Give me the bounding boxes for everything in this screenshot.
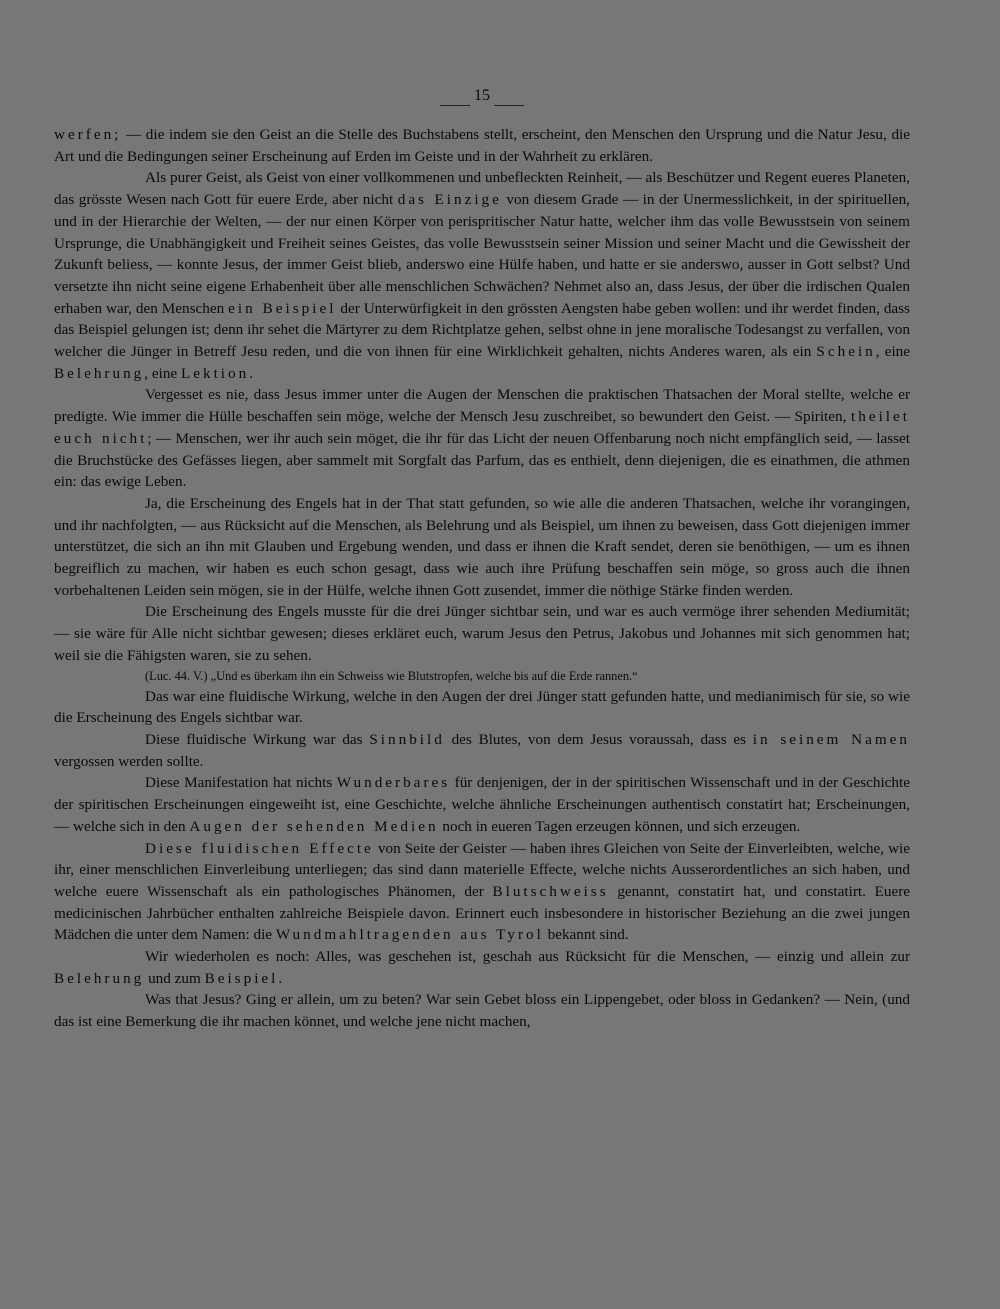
text-run: , eine <box>875 343 910 361</box>
emphasized-text: Wundmahltragenden aus Tyrol <box>275 926 544 944</box>
emphasized-text: Belehrung <box>54 969 145 987</box>
text-run: Diese fluidische Wirkung war das <box>145 730 370 748</box>
emphasized-text: Beispiel. <box>204 969 286 987</box>
text-run: und zum <box>144 969 205 987</box>
body-text <box>54 124 910 1033</box>
paragraph <box>54 124 910 167</box>
text-run: Ja, die Erscheinung des Engels hat in der That statt gefunden, so wie alle die anderen Thatsachen, welche ihr vorangingen, und ihr nachfolgten, — aus Rücksicht auf die Menschen, als Belehrung und als Beispiel, um ihnen zu beweisen, dass Gott diejenigen immer unterstützet, die sich an ihn mit Glauben und Ergebung wenden, und dass er ihnen die Kraft sendet, deren sie benöthigen, — um es ihnen begreiflich zu machen, wir haben es euch schon gesagt, dass wie auch ihre Prüfung beschaffen sein möge, so gross auch die ihnen vorbehaltenen Leiden sein mögen, sie in der Hülfe, welche ihnen Gott zusendet, immer die nöthige Stärke finden werden. <box>54 494 910 599</box>
text-run: Als purer Geist, als Geist von einer vollkommenen und unbefleckten Reinheit, — als Beschützer und Regent eueres Planeten, das grösste Wesen nach Gott für euere Erde, aber nicht <box>54 169 910 209</box>
text-run: des Blutes, von dem Jesus voraussah, dass es <box>444 730 753 748</box>
text-run: für denjenigen, der in der spiritischen Wissenschaft und in der Geschichte der spiritischen Erscheinungen eingeweiht ist, eine Geschichte, welche ähnliche Erscheinungen authentisch constatirt hat; Erscheinungen, — welche sich in den <box>54 774 910 835</box>
emphasized-text: werfen; <box>54 126 122 143</box>
text-run: Vergesset es nie, dass Jesus immer unter die Augen der Menschen die praktischen Thatsachen der Moral stellte, welche er predigte. Wie immer die Hülle beschaffen sein möge, welche der Mensch Jesu zuschreibet, so bewundert den Geist. — Spiriten, <box>54 386 910 426</box>
page-number: 15 <box>440 86 524 106</box>
emphasized-text: Sinnbild <box>369 730 445 748</box>
text-run: Die Erscheinung des Engels musste für die drei Jünger sichtbar sein, und war es auch vermöge ihrer sehenden Mediumität; — sie wäre für Alle nicht sichtbar gewesen; dieses erkläret euch, warum Jesus den Petrus, Jakobus und Johannes mit sich genommen hat; weil sie die Fähigsten waren, sie zu sehen. <box>54 603 910 664</box>
emphasized-text: Schein <box>816 343 876 361</box>
text-run: Das war eine fluidische Wirkung, welche in den Augen der drei Jünger statt gefunden hatte, und medianimisch für sie, so wie die Erscheinung des Engels sichtbar war. <box>54 687 910 727</box>
emphasized-text: ein Beispiel <box>228 299 337 317</box>
emphasized-text: Blutschweiss <box>492 882 609 900</box>
text-run: vergossen werden sollte. <box>54 752 204 770</box>
paragraph <box>54 601 910 666</box>
emphasized-text: Lektion. <box>180 364 256 382</box>
paragraph <box>54 686 910 729</box>
paragraph <box>54 167 910 384</box>
text-run: — die indem sie den Geist an die Stelle des Buchstabens stellt, erscheint, den Menschen den Ursprung und die Natur Jesu, die Art und die Bedingungen seiner Erscheinung auf Erden im Geiste und in der Wahrheit zu erklären. <box>54 126 910 165</box>
text-run: von diesem Grade — in der Unermesslichkeit, in der spirituellen, und in der Hierarchie der Welten, — der nur einen Körper von perispritischer Natur hatte, welcher ihm das volle Bewusstsein von seinem Ursprunge, die Unabhängigkeit und Freiheit seines Geistes, das volle Bewusstsein seiner Mission und seiner Macht und die Gewissheit der Zukunft beliess, — konnte Jesus, der immer Geist blieb, anderswo eine Hülfe haben, und hatte er sie anderswo, ausser in Gott selbst? Und versetzte ihn nicht seine eigene Erhabenheit über alle menschlichen Schwächen? Nehmet also an, dass Jesus, der über die irdischen Qualen erhaben war, den Menschen <box>54 191 910 317</box>
paragraph <box>54 729 910 772</box>
text-run: genannt, constatirt hat, und constatirt. Euere medicinischen Jahrbücher enthalten zahlreiche Beispiele davon. Erinnert euch insbesondere in historischer Beziehung an die zwei jungen Mädchen die unter dem Namen: die <box>54 882 911 944</box>
text-run: noch in eueren Tagen erzeugen können, und sich erzeugen. <box>438 817 801 835</box>
emphasized-text: das Einzige <box>397 191 502 209</box>
text-run: bekannt sind. <box>543 926 629 944</box>
text-run: Wir wiederholen es noch: Alles, was geschehen ist, geschah aus Rücksicht für die Menschen, — einzig und allein zur <box>145 948 910 966</box>
text-run: von Seite der Geister — haben ihres Gleichen von Seite der Einverleibten, welche, wie ihr, einer menschlichen Einverleibung unterliegen; das sind dann materielle Effecte, welche nichts Ausserordentliches an sich haben, und welche euere Wissenschaft als ein pathologisches Phänomen, der <box>54 839 910 900</box>
paragraph <box>54 384 910 493</box>
emphasized-text: Wunderbares <box>336 774 451 792</box>
paragraph <box>54 772 910 837</box>
emphasized-text: Diese fluidischen Effecte <box>145 839 374 857</box>
paragraph <box>54 989 910 1032</box>
text-run: (Luc. 44. V.) „Und es überkam ihn ein Schweiss wie Blutstropfen, welche bis auf die Erde rannen.“ <box>145 668 638 683</box>
text-run: ; — Menschen, wer ihr auch sein möget, die ihr für das Licht der neuen Offenbarung noch nicht empfänglich seid, — lasset die Bruchstücke des Gefässes liegen, aber sammelt mit Sorgfalt das Parfum, das es enthielt, denn diejenigen, die es einathmen, die athmen ein: das ewige Leben. <box>54 429 910 491</box>
emphasized-text: in seinem Namen <box>752 730 910 748</box>
emphasized-text: Belehrung <box>54 364 145 382</box>
text-run: Was that Jesus? Ging er allein, um zu beten? War sein Gebet bloss ein Lippengebet, oder bloss in Gedanken? — Nein, (und das ist eine Bemerkung die ihr machen könnet, und welche jene nicht machen, <box>54 991 910 1031</box>
emphasized-text: Augen der sehenden Medien <box>189 817 439 835</box>
text-run: Diese Manifestation hat nichts <box>145 774 337 792</box>
paragraph <box>54 493 910 602</box>
text-run: der Unterwürfigkeit in den grössten Aengsten habe geben wollen: und ihr werdet finden, dass das Beispiel gelungen ist; denn ihr sehet die Märtyrer zu dem Richtplatze gehen, selbst ohne in jene moralische Todesangst zu verfallen, von welcher die Jünger in Betreff Jesu reden, und die von ihnen für eine Wirklichkeit gehalten, nichts Anderes waren, als ein <box>54 299 910 361</box>
text-run: , eine <box>144 364 181 382</box>
scripture-quote <box>54 668 910 685</box>
paragraph <box>54 838 910 947</box>
emphasized-text: theilet euch nicht <box>54 408 910 447</box>
paragraph <box>54 946 910 989</box>
